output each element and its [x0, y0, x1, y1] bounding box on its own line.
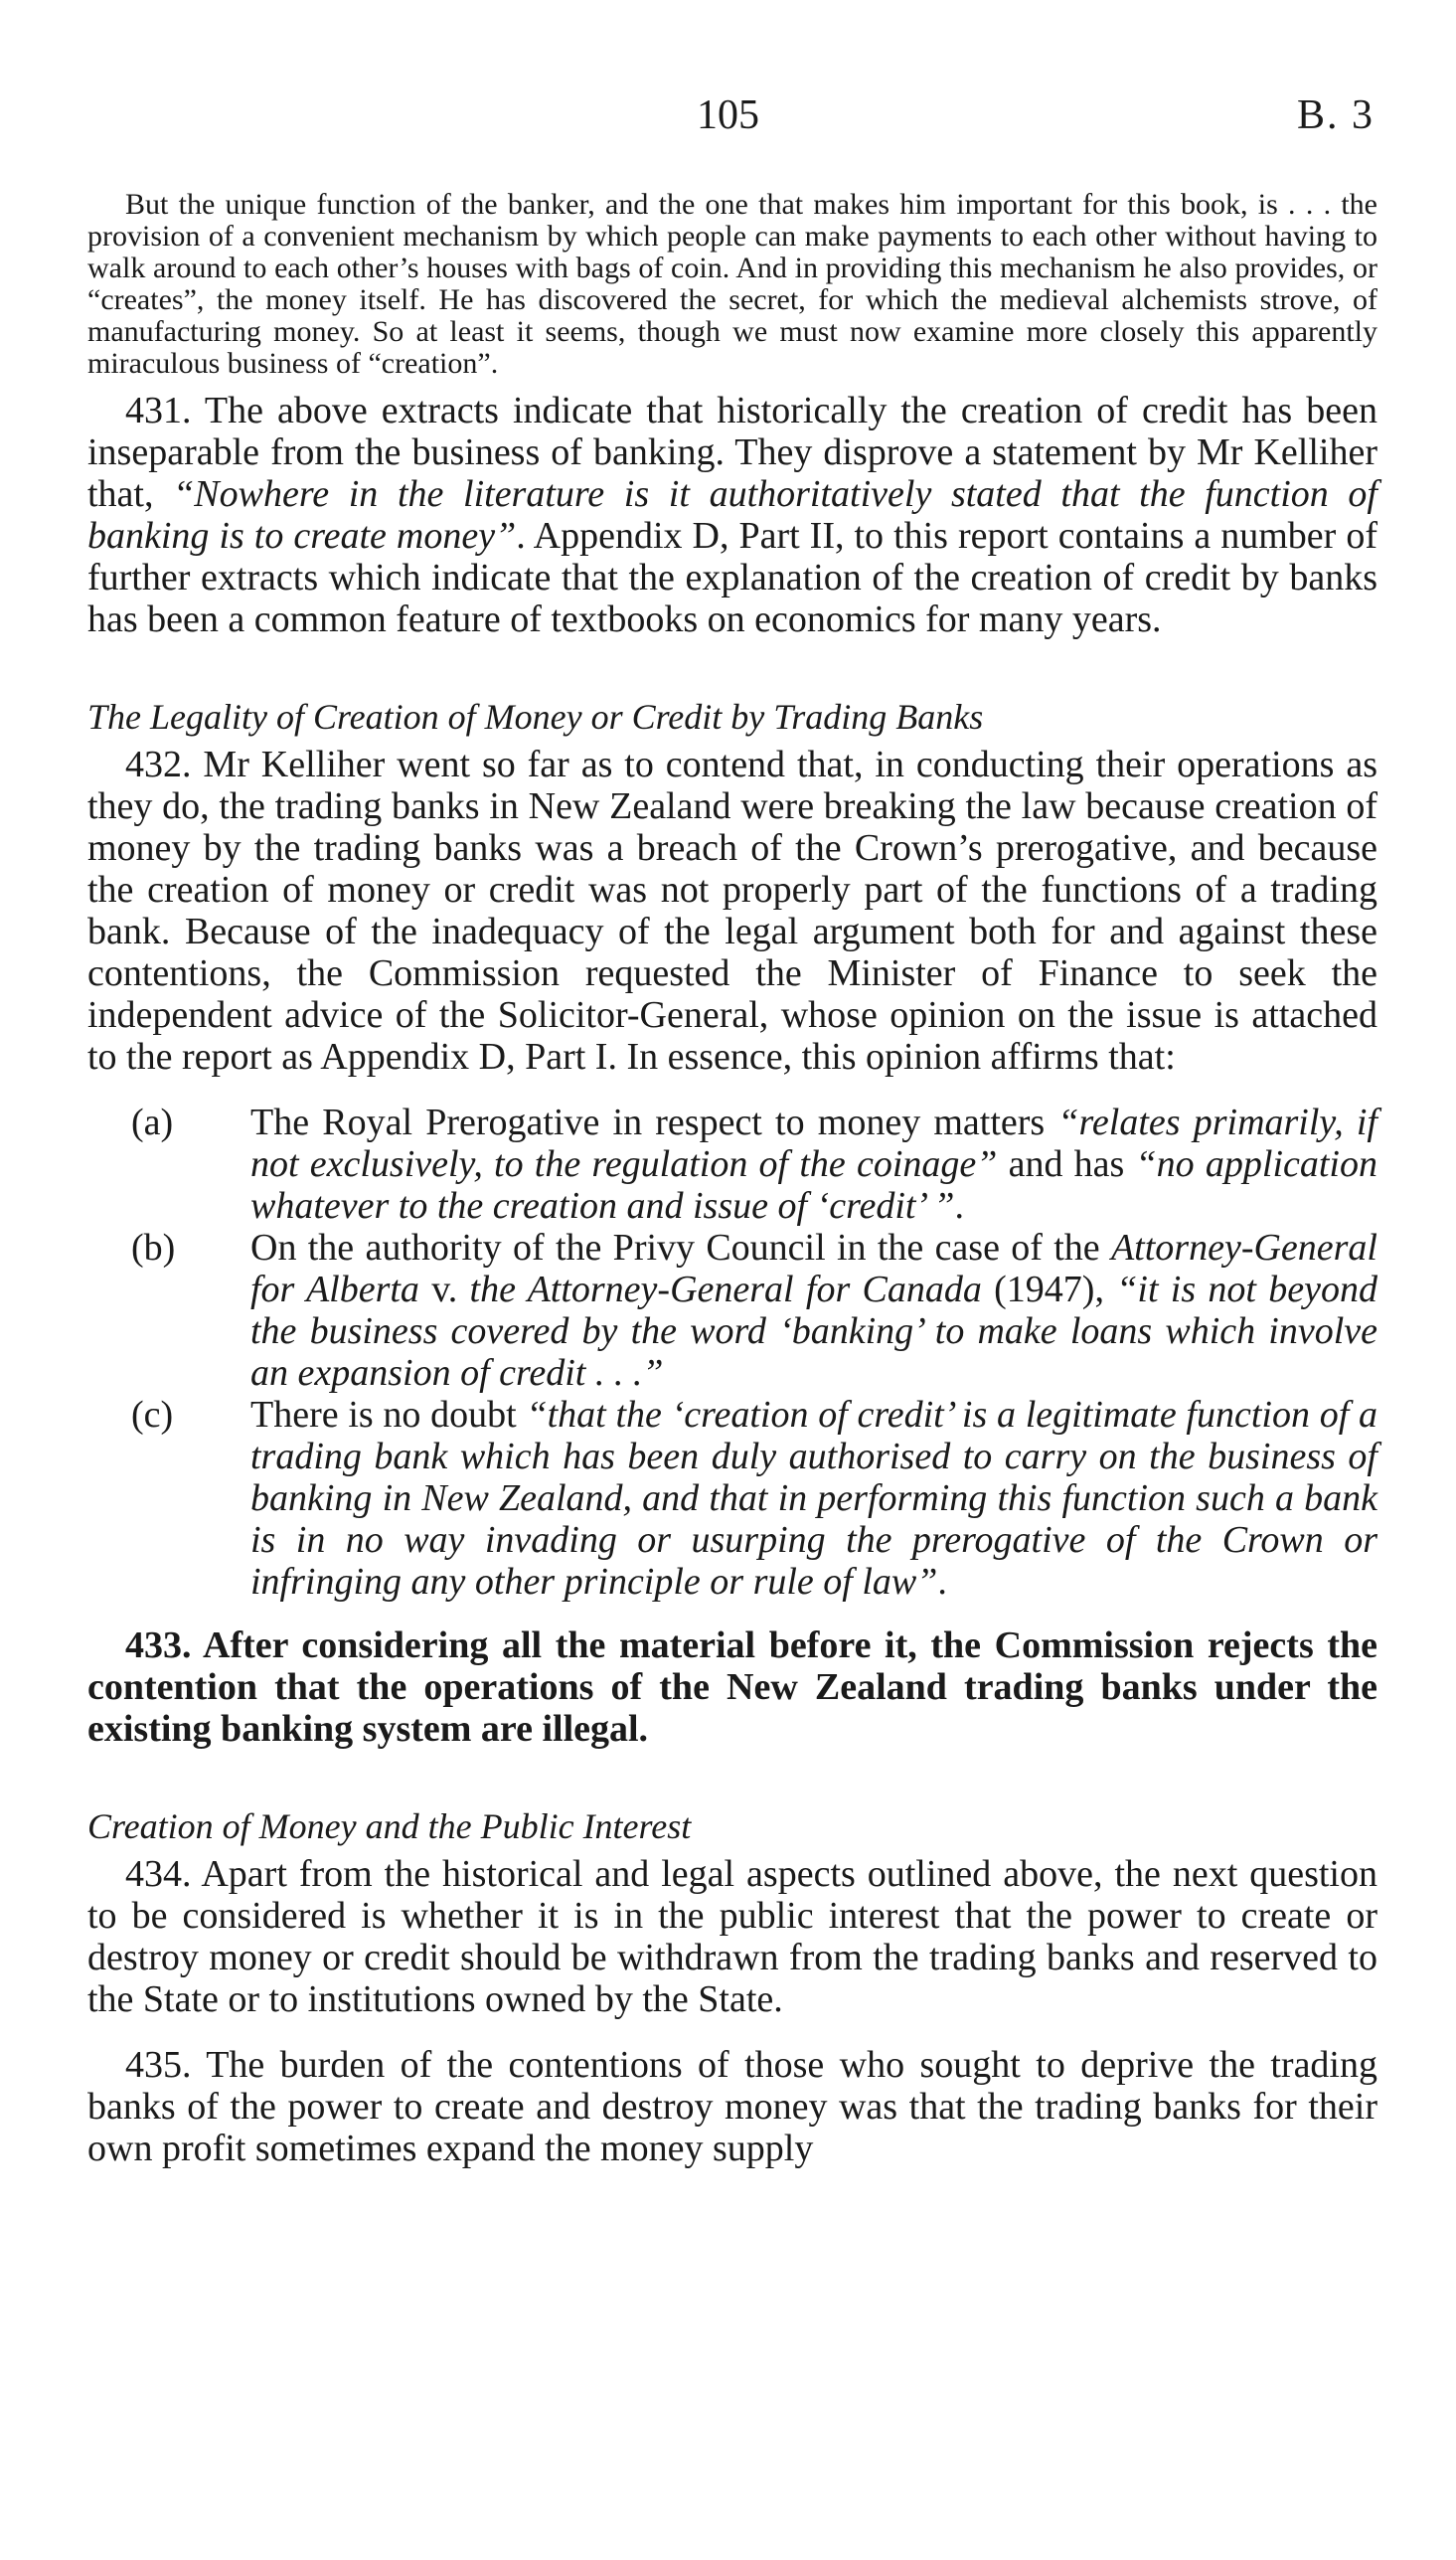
list-item-a-text-c: . [954, 1185, 965, 1227]
page-header [0, 85, 1456, 145]
list-item-b-case-a: Attorney-General for Alberta [250, 1227, 1377, 1310]
block-quote: But the unique function of the banker, and the one that makes him important for this book, is . . . the provision of a convenient mechanism by which people can make payments to each other without having to walk around to each other’s houses with bags of coin. And in providing this mechanism he also provides, or “creates”, the money itself. He has discovered the secret, for which the medieval alchemists strove, of manufacturing money. So at least it seems, though we must now examine more closely this apparently miraculous business of “creation”. [87, 188, 1377, 380]
list-item-a-text-a: The Royal Prerogative in respect to money matters [250, 1102, 1058, 1143]
paragraph-431 [87, 390, 1377, 640]
list-item-c-text-b: . [937, 1561, 947, 1603]
opinion-list [87, 1102, 1377, 1603]
list-item-b-text-a: On the authority of the Privy Council in the case of the [250, 1227, 1111, 1269]
document-reference: B. 3 [1296, 92, 1375, 138]
list-item-a-quote-a: “relates primarily, if not exclusively, to the regulation of the coinage” [250, 1102, 1377, 1185]
paragraph-431-text-b: . Appendix D, Part II, to this report contains a number of further extracts which indicate that the explanation of the creation of credit by banks has been a common feature of textbooks on economics for many years. [87, 515, 1377, 640]
page-number: 105 [697, 92, 759, 138]
list-item-c [87, 1394, 1377, 1603]
list-marker-c: (c) [131, 1394, 174, 1436]
paragraph-432: 432. Mr Kelliher went so far as to contend that, in conducting their operations as they do, the trading banks in New Zealand were breaking the law because creation of money by the trading banks was a breach of the Crown’s prerogative, and because the creation of money or credit was not properly part of the functions of a trading bank. Because of the inadequacy of the legal argument both for and against these contentions, the Commission requested the Minister of Finance to seek the independent advice of the Solicitor-General, whose opinion on the issue is attached to the report as Appendix D, Part I. In essence, this opinion affirms that: [87, 744, 1377, 1078]
paragraph-433: 433. After considering all the material before it, the Commission rejects the contention that the operations of the New Zealand trading banks under the existing banking system are illegal. [87, 1624, 1377, 1750]
paragraph-434: 434. Apart from the historical and legal aspects outlined above, the next question to be considered is whether it is in the public interest that the power to create or destroy money or credit should be withdrawn from the trading banks and reserved to the State or to institutions owned by the State. [87, 1853, 1377, 2020]
list-item-a-quote-b: “no application whatever to the creation and issue of ‘credit’ ” [250, 1143, 1377, 1227]
paragraph-435: 435. The burden of the contentions of those who sought to deprive the trading banks of the power to create and destroy money was that the trading banks for their own profit sometimes expand the money supply [87, 2044, 1377, 2169]
section-heading-legality: The Legality of Creation of Money or Credit by Trading Banks [87, 697, 984, 737]
list-item-a-text-b: and has [997, 1143, 1136, 1185]
list-item-c-quote: “that the ‘creation of credit’ is a legitimate function of a trading bank which has been duly authorised to carry on the business of banking in New Zealand, and that in performing this function such a bank is in no way invading or usurping the prerogative of the Crown or infringing any other principle or rule of law” [250, 1394, 1377, 1603]
list-marker-a: (a) [131, 1102, 174, 1143]
list-item-b-case-b: the Attorney-General for Canada [469, 1269, 982, 1310]
list-marker-b: (b) [131, 1227, 176, 1269]
page-body [87, 189, 1377, 2193]
list-item-b [87, 1227, 1377, 1394]
list-item-a [87, 1102, 1377, 1227]
paragraph-431-text-a: 431. The above extracts indicate that historically the creation of credit has been inseparable from the business of banking. They disprove a statement by Mr Kelliher that, [87, 390, 1377, 515]
list-item-c-text-a: There is no doubt [250, 1394, 527, 1436]
list-item-b-quote: “it is not beyond the business covered by the word ‘banking’ to make loans which involve an expansion of credit . . .” [250, 1269, 1377, 1394]
list-item-b-text-c: (1947), [981, 1269, 1117, 1310]
paragraph-431-quote: “Nowhere in the literature is it authoritatively stated that the function of banking is to create money” [87, 473, 1377, 557]
list-item-b-text-b: v. [418, 1269, 470, 1310]
section-heading-public-interest: Creation of Money and the Public Interest [87, 1806, 692, 1846]
